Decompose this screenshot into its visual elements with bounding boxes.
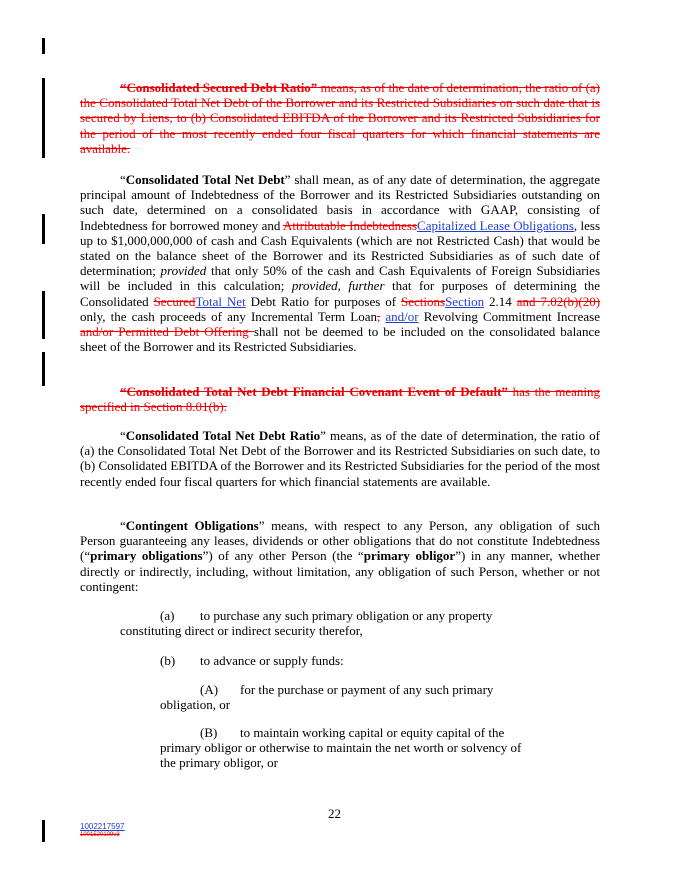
- change-bar: [42, 352, 45, 386]
- clause-B-continuation: the primary obligor, or: [160, 755, 278, 770]
- deleted-text: ,: [377, 308, 381, 324]
- deleted-text: Sections: [401, 293, 446, 309]
- inserted-text: Section: [445, 293, 485, 309]
- defined-term: Consolidated Total Net Debt: [125, 172, 285, 187]
- definition-consolidated-total-net-debt: “Consolidated Total Net Debt” shall mean, as of any date of determination, the aggregate principal amount of Indebtedness of the Borrower and its Restricted Subsidiaries outstanding on such date, determined on a consolidated basis in accordance with GAAP, consisting of Indebtedness for borrowed money and Attributable IndebtednessCapitalized Lease Obligations, less up to $1,000,000,000 of cash and Cash Equivalents (which are not Restricted Cash) that would be stated on the balance sheet of the Borrower and its Restricted Subsidiaries as of such date of determination; provided that only 50% of the cash and Cash Equivalents of Foreign Subsidiaries will be included in this calculation; provided, further that for purposes of determining the Consolidated SecuredTotal Net Debt Ratio for purposes of SectionsSection 2.14 and 7.02(b)(20) only, the cash proceeds of any Incremental Term Loan, and/or Revolving Commitment Increase and/or Permitted Debt Offering shall not be deemed to be included on the consolidated balance sheet of the Borrower and its Restricted Subsidiaries.: [80, 172, 601, 355]
- clause-A: (A) for the purchase or payment of any such primary: [200, 682, 494, 697]
- change-bar: [42, 214, 45, 244]
- document-id-old: 1001520109v3: [80, 832, 120, 838]
- definition-consolidated-secured-debt-ratio: “Consolidated Secured Debt Ratio” means, as of the date of determination, the ratio of (a) the Consolidated Total Net Debt of the Borrower and its Restricted Subsidiaries on such date that is secured by Liens, to (b) Consolidated EBITDA of the Borrower and its Restricted Subsidiaries for the period of the most recently ended four fiscal quarters for which financial statements are available.: [80, 80, 600, 156]
- page-number: 22: [328, 806, 341, 821]
- clause-B: (B) to maintain working capital or equity capital of the: [200, 725, 505, 740]
- deleted-text: Attributable Indebtedness: [283, 217, 418, 233]
- clause-a: (a) to purchase any such primary obligation or any property: [160, 608, 493, 623]
- deleted-text: and/or Permitted Debt Offering: [80, 324, 254, 340]
- definition-contingent-obligations: “Contingent Obligations” means, with respect to any Person, any obligation of such Person guaranteeing any leases, dividends or other obligations that do not constitute Indebtedness (“primary obligations”) of any other Person (the “primary obligor”) in any manner, whether directly or indirectly, including, without limitation, any obligation of such Person, whether or not contingent:: [80, 518, 600, 594]
- change-bar: [42, 291, 45, 339]
- clause-A-continuation: obligation, or: [160, 697, 231, 712]
- defined-term: Consolidated Total Net Debt Ratio: [125, 428, 321, 443]
- defined-term: Contingent Obligations: [125, 518, 259, 533]
- deleted-text: Secured: [153, 293, 196, 309]
- inserted-text: Total Net: [195, 293, 246, 309]
- definition-financial-covenant-event-of-default: “Consolidated Total Net Debt Financial Covenant Event of Default” has the meaning specified in Section 8.01(b).: [80, 384, 600, 415]
- change-bar: [42, 38, 45, 54]
- defined-term: “Consolidated Secured Debt Ratio”: [120, 80, 318, 95]
- inserted-text: Capitalized Lease Obligations: [417, 217, 574, 233]
- document-id-new: 1002217597: [80, 822, 125, 831]
- clause-B-continuation: primary obligor or otherwise to maintain the net worth or solvency of: [160, 740, 522, 755]
- defined-term: “Consolidated Total Net Debt Financial Covenant Event of Default”: [120, 384, 508, 399]
- definition-consolidated-total-net-debt-ratio: “Consolidated Total Net Debt Ratio” means, as of the date of determination, the ratio of (a) the Consolidated Total Net Debt of the Borrower and its Restricted Subsidiaries on such date, to (b) Consolidated EBITDA of the Borrower and its Restricted Subsidiaries for the period of the most recently ended four fiscal quarters for which financial statements are available.: [80, 428, 600, 489]
- deleted-text: and 7.02(b)(20): [516, 293, 601, 309]
- document-id: [80, 822, 125, 840]
- clause-a-continuation: constituting direct or indirect security therefor,: [120, 623, 363, 638]
- inserted-text: and/or: [385, 308, 419, 324]
- clause-b: (b) to advance or supply funds:: [160, 653, 344, 668]
- change-bar: [42, 78, 45, 158]
- change-bar: [42, 820, 45, 842]
